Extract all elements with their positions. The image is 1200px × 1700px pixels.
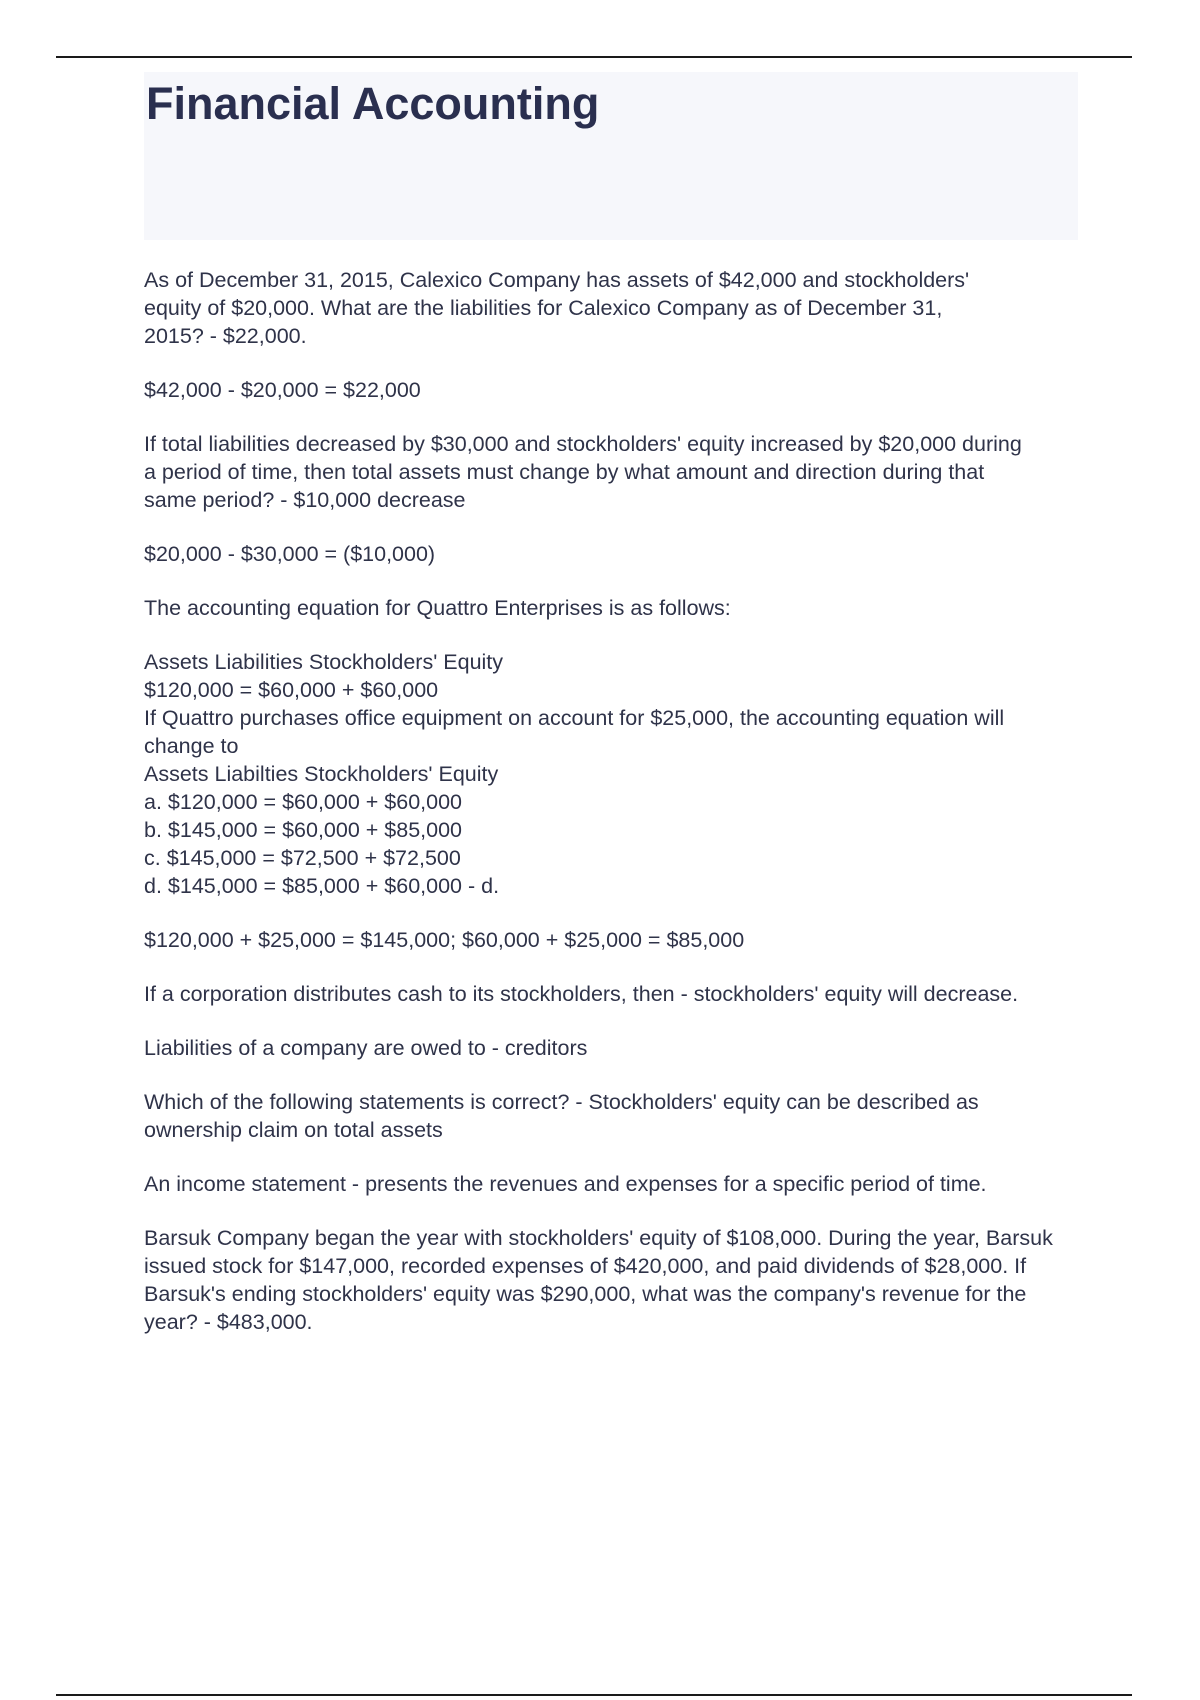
top-divider xyxy=(56,56,1132,58)
option-c: c. $145,000 = $72,500 + $72,500 xyxy=(144,846,461,870)
question-barsuk: Barsuk Company began the year with stockholders' equity of $108,000. During the year, Barsuk issued stock for $147,000, recorded expenses of $420,000, and paid dividends of $28,000. If Barsuk's ending stockholders' equity was $290,000, what was the company's revenue for the year? - $483,000. xyxy=(144,1226,1053,1334)
page-title: Financial Accounting xyxy=(146,78,600,129)
document-body xyxy=(144,266,1084,1362)
question-assets-change: If total liabilities decreased by $30,000 and stockholders' equity increased by $20,000 during a period of time, then total assets must change by what amount and direction during that same period? - $10,000 decrease xyxy=(144,432,1022,512)
option-a: a. $120,000 = $60,000 + $60,000 xyxy=(144,790,463,814)
calc-quattro: $120,000 + $25,000 = $145,000; $60,000 + $25,000 = $85,000 xyxy=(144,928,745,952)
question-quattro-intro: The accounting equation for Quattro Enterprises is as follows: xyxy=(144,596,731,620)
option-b: b. $145,000 = $60,000 + $85,000 xyxy=(144,818,463,842)
question-liabilities: Liabilities of a company are owed to - creditors xyxy=(144,1036,588,1060)
equation-header: Assets Liabilities Stockholders' Equity xyxy=(144,650,504,674)
question-income-statement: An income statement - presents the revenues and expenses for a specific period of time. xyxy=(144,1172,987,1196)
equation-current: $120,000 = $60,000 + $60,000 xyxy=(144,678,439,702)
quattro-question: If Quattro purchases office equipment on account for $25,000, the accounting equation will change to xyxy=(144,706,1005,758)
calc-calexico: $42,000 - $20,000 = $22,000 xyxy=(144,378,421,402)
bottom-divider xyxy=(56,1694,1132,1696)
equation-header-2: Assets Liabilties Stockholders' Equity xyxy=(144,762,499,786)
option-d-answer: d. $145,000 = $85,000 + $60,000 - d. xyxy=(144,874,500,898)
question-equity-statement: Which of the following statements is correct? - Stockholders' equity can be described as ownership claim on total assets xyxy=(144,1090,979,1142)
calc-assets-change: $20,000 - $30,000 = ($10,000) xyxy=(144,542,436,566)
quattro-equation-block xyxy=(144,648,1084,900)
question-calexico: As of December 31, 2015, Calexico Company has assets of $42,000 and stockholders' equity of $20,000. What are the liabilities for Calexico Company as of December 31, 2015? - $22,000. xyxy=(144,268,970,348)
title-banner xyxy=(144,72,1078,240)
question-distribution: If a corporation distributes cash to its stockholders, then - stockholders' equity will decrease. xyxy=(144,982,1019,1006)
